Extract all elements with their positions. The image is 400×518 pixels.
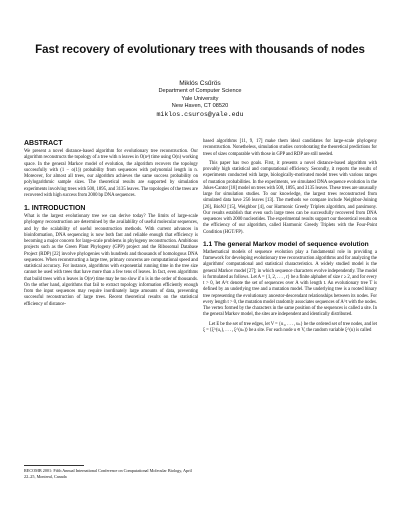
conference-footnote: RECOMB 2001: Fifth Annual International Conference on Computational Molecular Biology, April 22–25, Montreal, Canada: [24, 468, 192, 479]
introduction-text: What is the largest evolutionary tree we can derive today? The limits of large-scale phylogeny reconstruction are determined by the availability of useful molecular sequences, and by the scalability of useful reconstruction methods. With current advances in bioinformation, DNA sequencing is now both fast and reliable enough that efficiency is becoming a major concern for large-scale problems in phylogeny reconstruction. Ambitious projects such as the Green Plant Phylogeny (GPP) project and the Ribosomal Database Project (RDP) [22] involve phylogenies with hundreds and thousands of homologous DNA sequences. When reconstructing a large tree, primary concerns are computational speed and statistical accuracy. For instance, algorithms with exponential running time in the tree size cannot be used with trees that have more than a few tens of leaves. In fact, even algorithms that build trees with n leaves in O(n³) time may be too slow if n is in the order of thousands. On the other hand, algorithms that fail to extract topology information efficiently enough from the input sequences may require inordinately large amounts of data, preventing successful reconstruction of large trees. Recent theoretical results on the statistical efficiency of distance-: [24, 214, 198, 307]
tree-definition-paragraph: Let E be the set of tree edges, let V = {u₁, . . . , uₙ} be the ordered set of tree nodes, and let ξ = ⟨ξ^(u₁), . . . , ξ^(uₙ)⟩ be a site. For each node u ∈ V, the random variable ξ^(u) is called: [203, 321, 377, 333]
author-block: [100, 80, 300, 119]
intro-continued-text: based algorithms [11, 9, 17] make them ideal candidates for large-scale phylogeny reconstruction. Nonetheless, simulation studies corroborating the theoretical predictions for trees of sizes comparable with those in GPP and RDP are still needed.: [203, 139, 377, 157]
author-department: Department of Computer Science: [158, 88, 242, 95]
footnote-divider: [24, 465, 84, 466]
abstract-text: We present a novel distance-based algorithm for evolutionary tree reconstruction. Our algorithm reconstructs the topology of a tree with n leaves in O(n²) time using O(n) working space. In the general Markov model of evolution, the algorithm recovers the topology successfully with (1 − o(1)) probability from sequences with polynomial length in n. Moreover, for almost all trees, our algorithm achieves the same success probability on polylogarithmic sample sizes. The theoretical results are supported by simulation experiments involving trees with 500, 1895, and 3135 leaves. The topologies of the trees are recovered with high success from 2000 bp DNA sequences.: [24, 149, 198, 198]
author-email[interactable]: miklos.csuros@yale.edu: [156, 110, 244, 118]
paper-title: Fast recovery of evolutionary trees with thousands of nodes: [35, 44, 365, 56]
abstract-heading: ABSTRACT: [24, 140, 63, 147]
section-heading-markov-model: 1.1 The general Markov model of sequence evolution: [203, 240, 369, 248]
author-location: New Haven, CT 08520: [171, 103, 229, 110]
introduction-heading: 1. INTRODUCTION: [24, 205, 86, 212]
left-column: [24, 139, 198, 308]
right-column: [203, 139, 377, 334]
author-university: Yale University: [181, 95, 219, 102]
markov-model-paragraph: Mathematical models of sequence evolution play a fundamental role in providing a framework for developing evolutionary tree reconstruction algorithms and for analyzing the algorithms' computational and statistical characteristics. A widely studied model is the general Markov model [27]; in which sequence characters evolve independently. The model is formulated as follows. Let A = {1, 2, . . . , r} be a finite alphabet of size r ≥ 2, and for every t > 0, let A^t denote the set of sequences over A with length t. An evolutionary tree T is defined by an underlying tree and a mutation model. The underlying tree is a rooted binary tree representing the evolutionary ancestor-descendant relationships between its nodes. For every length t > 0, the mutation model randomly associates sequences of A^t with the nodes. The vertex formed by the characters in the same position of the sequences is called a site. In the general Markov model, the sites are independent and identically distributed.: [203, 249, 377, 318]
author-name: Miklós Csűrös: [179, 80, 221, 87]
goals-paragraph: This paper has two goals. First, it presents a novel distance-based algorithm with provably high statistical and computational efficiency. Secondly, it reports the results of experiments conducted with large, biologically-motivated model trees with various ranges of mutation probabilities. In the experiments, we simulated DNA sequence evolution in the Jukes-Cantor [18] model on trees with 500, 1895, and 3135 leaves. These trees are unusually large for simulation studies. To our knowledge, the largest trees reconstructed from simulated data have 256 leaves [13]. The methods we compare include Neighbor-Joining [26], BioNJ [15], Weighbor [4], our Harmonic Greedy Triplets algorithm, and parsimony. Our results establish that even such large trees can be successfully recovered from DNA sequences with 2000 nucleotides. The experimental results support our theoretical results on the efficiency of our algorithm, called Harmonic Greedy Triplets with the Four-Point Condition (HGT/FP).: [203, 160, 377, 235]
